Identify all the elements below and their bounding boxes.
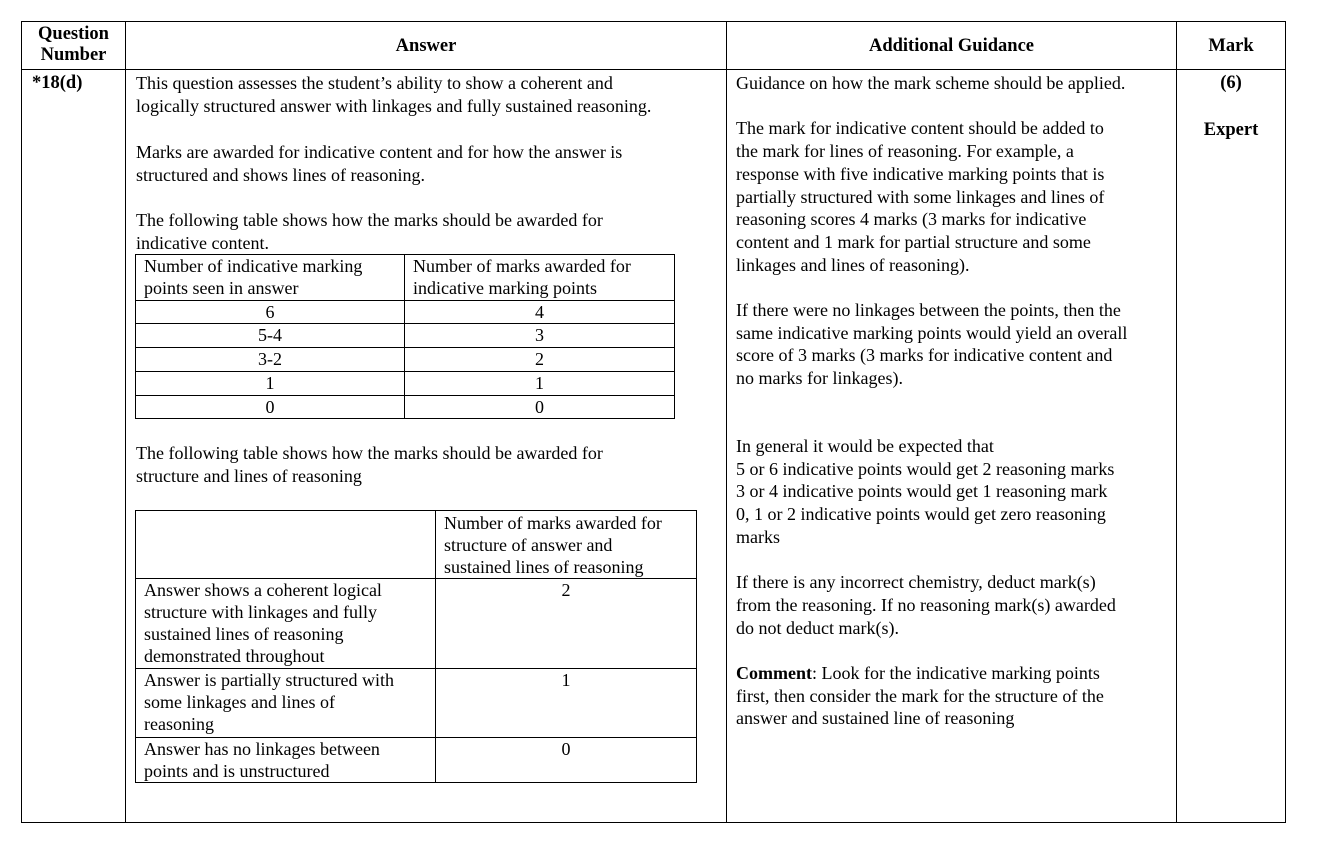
- table-header-row: [136, 255, 675, 301]
- table-cell: Answer is partially structured with some linkages and lines of reasoning: [136, 669, 436, 738]
- guidance-line: marks: [736, 527, 780, 547]
- table-row: [136, 579, 697, 669]
- structure-reasoning-table: [135, 510, 697, 783]
- guidance-line: content and 1 mark for partial structure and some: [736, 232, 1091, 252]
- guidance-line: reasoning scores 4 marks (3 marks for indicative: [736, 209, 1087, 229]
- table-cell: Answer has no linkages between points and is unstructured: [136, 738, 436, 783]
- guidance-line: Guidance on how the mark scheme should be applied.: [736, 73, 1126, 93]
- table-cell: 2: [405, 348, 675, 372]
- comment-text: : Look for the indicative marking points: [811, 663, 1100, 683]
- table-cell: 3: [405, 324, 675, 348]
- table-header-cell: Number of indicative marking points seen in answer: [136, 255, 405, 301]
- header-question-number: Question Number: [38, 24, 109, 65]
- guidance-line: from the reasoning. If no reasoning mark(s) awarded: [736, 595, 1116, 615]
- table-row: [136, 396, 675, 419]
- table-row: [136, 324, 675, 348]
- guidance-comment-line: [736, 662, 1100, 685]
- guidance-line: linkages and lines of reasoning).: [736, 255, 970, 275]
- guidance-line: answer and sustained line of reasoning: [736, 708, 1015, 728]
- table-row: [136, 301, 675, 324]
- table-cell: 6: [136, 301, 405, 324]
- guidance-line: same indicative marking points would yield an overall: [736, 323, 1128, 343]
- table-cell: 1: [136, 372, 405, 396]
- table-row: [136, 372, 675, 396]
- mark-level: Expert: [1203, 120, 1259, 140]
- table-cell: 5-4: [136, 324, 405, 348]
- guidance-line: first, then consider the mark for the structure of the: [736, 686, 1104, 706]
- table-header-row: [136, 511, 697, 579]
- answer-marks-line: Marks are awarded for indicative content and for how the answer is: [136, 142, 623, 162]
- table-header-cell: Number of marks awarded for indicative marking points: [405, 255, 675, 301]
- mark-value: (6): [1220, 73, 1242, 93]
- table2-intro-line: The following table shows how the marks should be awarded for: [136, 443, 603, 463]
- table1-intro-line: indicative content.: [136, 233, 269, 253]
- table-cell: 1: [436, 669, 697, 738]
- table-cell: 0: [136, 396, 405, 419]
- table1-intro-line: The following table shows how the marks should be awarded for: [136, 210, 603, 230]
- guidance-line: score of 3 marks (3 marks for indicative content and: [736, 345, 1113, 365]
- guidance-line: The mark for indicative content should be added to: [736, 118, 1104, 138]
- table-header-cell-empty: [136, 511, 436, 579]
- table-cell: 1: [405, 372, 675, 396]
- header-mark: Mark: [1208, 36, 1254, 56]
- answer-intro-line: logically structured answer with linkages and fully sustained reasoning.: [136, 96, 652, 116]
- guidance-line: If there were no linkages between the points, then the: [736, 300, 1121, 320]
- table-row: [136, 348, 675, 372]
- table-cell: Answer shows a coherent logical structure with linkages and fully sustained lines of reasoning demonstrated throughout: [136, 579, 436, 669]
- guidance-line: 3 or 4 indicative points would get 1 reasoning mark: [736, 481, 1108, 501]
- table-cell: 2: [436, 579, 697, 669]
- guidance-line: 0, 1 or 2 indicative points would get zero reasoning: [736, 504, 1106, 524]
- table-row: [136, 669, 697, 738]
- comment-label: Comment: [736, 663, 812, 683]
- table2-intro-line: structure and lines of reasoning: [136, 466, 362, 486]
- table-cell: 0: [436, 738, 697, 783]
- answer-marks-line: structured and shows lines of reasoning.: [136, 165, 425, 185]
- table-cell: 3-2: [136, 348, 405, 372]
- guidance-line: no marks for linkages).: [736, 368, 903, 388]
- table-cell: 0: [405, 396, 675, 419]
- table-cell: 4: [405, 301, 675, 324]
- header-answer: Answer: [395, 36, 457, 56]
- table-row: [136, 738, 697, 783]
- guidance-line: In general it would be expected that: [736, 436, 994, 456]
- table-header-cell: Number of marks awarded for structure of answer and sustained lines of reasoning: [436, 511, 697, 579]
- question-id: *18(d): [32, 73, 83, 93]
- header-additional-guidance: Additional Guidance: [868, 36, 1034, 56]
- guidance-line: 5 or 6 indicative points would get 2 reasoning marks: [736, 459, 1115, 479]
- guidance-line: the mark for lines of reasoning. For example, a: [736, 141, 1074, 161]
- guidance-line: If there is any incorrect chemistry, deduct mark(s): [736, 572, 1096, 592]
- guidance-line: partially structured with some linkages and lines of: [736, 187, 1105, 207]
- answer-intro-line: This question assesses the student’s ability to show a coherent and: [136, 73, 613, 93]
- guidance-line: do not deduct mark(s).: [736, 618, 899, 638]
- guidance-line: response with five indicative marking points that is: [736, 164, 1105, 184]
- indicative-content-table: [135, 254, 675, 419]
